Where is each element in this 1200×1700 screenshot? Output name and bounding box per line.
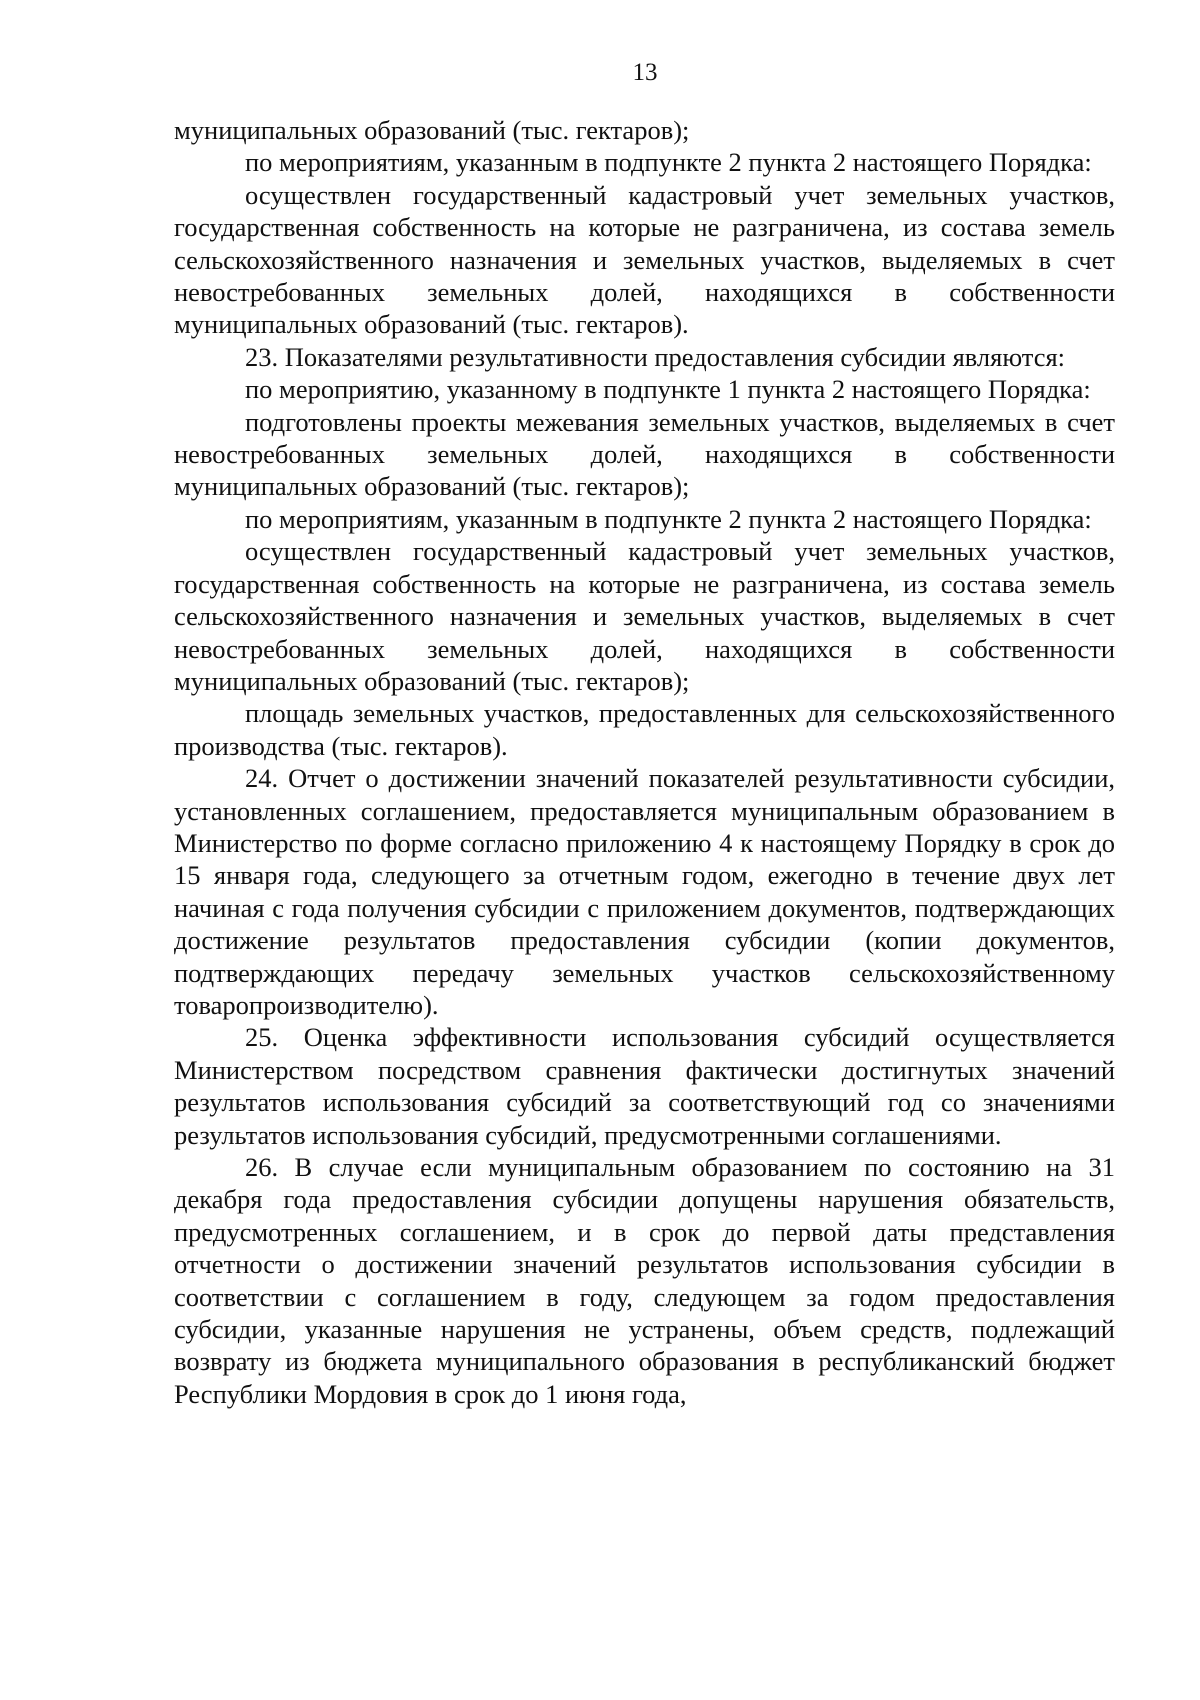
paragraph-clause-25: 25. Оценка эффективности использования субсидий осуществляется Министерством посредством сравнения фактически достигнутых значений результатов использования субсидий за соответствующий год со значениями результатов использования субсидий, предусмотренными соглашениями. bbox=[174, 1022, 1115, 1150]
paragraph: осуществлен государственный кадастровый учет земельных участков, государственная собственность на которые не разграничена, из состава земель сельскохозяйственного назначения и земельных участков, выделяемых в счет невостребованных земельных долей, находящихся в собственности муниципальных образований (тыс. гектаров); bbox=[174, 536, 1115, 696]
paragraph: по мероприятиям, указанным в подпункте 2 пункта 2 настоящего Порядка: bbox=[245, 147, 1092, 178]
paragraph: площадь земельных участков, предоставленных для сельскохозяйственного производства (тыс. гектаров). bbox=[174, 698, 1115, 761]
paragraph-clause-24: 24. Отчет о достижении значений показателей результативности субсидии, установленных соглашением, предоставляется муниципальным образованием в Министерство по форме согласно приложению 4 к настоящему Порядку в срок до 15 января года, следующего за отчетным годом, ежегодно в течение двух лет начиная с года получения субсидии с приложением документов, подтверждающих достижение результатов предоставления субсидии (копии документов, подтверждающих передачу земельных участков сельскохозяйственному товаропроизводителю). bbox=[174, 763, 1115, 1020]
paragraph-clause-23: 23. Показателями результативности предоставления субсидии являются: bbox=[245, 341, 1066, 372]
paragraph: осуществлен государственный кадастровый учет земельных участков, государственная собственность на которые не разграничена, из состава земель сельскохозяйственного назначения и земельных участков, выделяемых в счет невостребованных земельных долей, находящихся в собственности муниципальных образований (тыс. гектаров). bbox=[174, 179, 1115, 340]
paragraph-clause-26: 26. В случае если муниципальным образованием по состоянию на 31 декабря года предоставления субсидии допущены нарушения обязательств, предусмотренных соглашением, и в срок до первой даты представления отчетности о достижении значений результатов использования субсидии в соответствии с соглашением в году, следующем за годом предоставления субсидии, указанные нарушения не устранены, объем средств, подлежащий возврату из бюджета муниципального образования в республиканский бюджет Республики Мордовия в срок до 1 июня года, bbox=[174, 1152, 1115, 1409]
paragraph: по мероприятию, указанному в подпункте 1 пункта 2 настоящего Порядка: bbox=[245, 374, 1091, 405]
paragraph: по мероприятиям, указанным в подпункте 2 пункта 2 настоящего Порядка: bbox=[245, 503, 1092, 534]
document-body bbox=[174, 114, 1115, 1410]
paragraph: подготовлены проекты межевания земельных участков, выделяемых в счет невостребованных земельных долей, находящихся в собственности муниципальных образований (тыс. гектаров); bbox=[174, 406, 1115, 502]
page-number: 13 bbox=[632, 59, 658, 86]
paragraph-continuation: муниципальных образований (тыс. гектаров); bbox=[174, 115, 690, 145]
